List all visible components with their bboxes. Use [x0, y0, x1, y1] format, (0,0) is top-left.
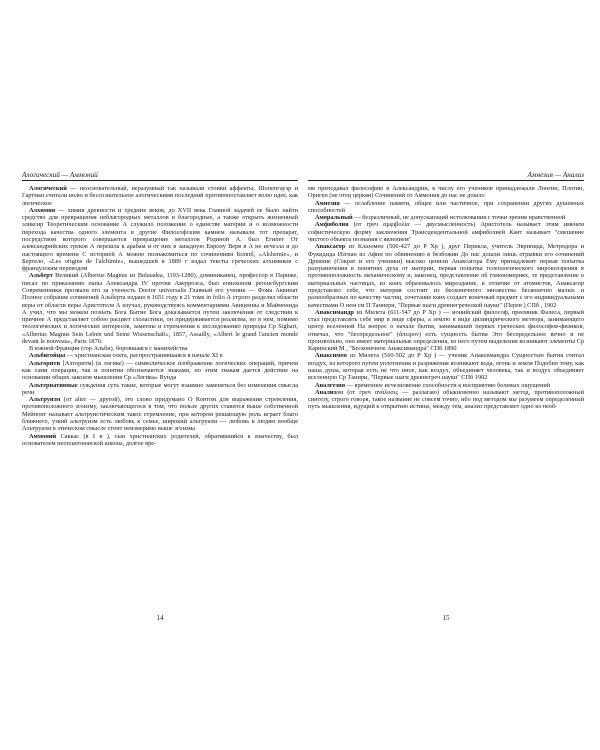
entry-term: Анаксагор: [315, 243, 346, 251]
entry-term: Амфиболия: [315, 221, 349, 229]
dictionary-entry: [22, 207, 298, 273]
dictionary-entry: [308, 352, 584, 381]
dictionary-entry: [308, 185, 584, 200]
left-page: [22, 168, 298, 629]
entry-term: Аморальный: [315, 214, 353, 222]
right-header-title: Амнезия — Анализ: [527, 171, 584, 179]
entry-body: [Алгоритм] (в логике) — символическое изображение логических операций, причем как сами операции, так и понятия обозначаются знаками, но этим знакам дается действие на основании общих законов мышления Ср «Логика» Вунда: [22, 359, 298, 382]
dictionary-entry: [22, 382, 298, 397]
entry-body: — неосновательный, неразумный так называли стоики аффекты, Шопенгауэр и Гартман считали волю и бессознательное алогическими последний противопоставляет волю идее, как логическое: [22, 185, 298, 207]
right-running-header: [308, 168, 584, 181]
dictionary-entry: [22, 433, 298, 448]
entry-body: — временное исчезновение способности к восприятию болевых ощущений: [345, 381, 551, 389]
entry-body: из Милета (560-502 до Р Хр ) — ученик Анаксимандра Сущностью бытия считал воздух, из которого путем уплотнения и разряжения возникают вода, огонь и земля Подобно тому, как наша душа, которая есть не что иное, как воздух, объединяет человека, так и воздух объединяет вселенную Ср Таннри, "Первые шаги древнегреч науки" СПб 1902: [308, 352, 584, 382]
left-header-title: Алогический — Аммоний: [22, 171, 98, 179]
entry-term: Альтернативные: [29, 381, 78, 389]
entry-term: Амнезия: [315, 199, 340, 207]
entry-term: Альтруизм: [29, 396, 61, 404]
dictionary-entry: [22, 396, 298, 432]
entry-body: Великий (Albertus Magnus из Bolstadea, 1193-1280), доминиканец, профессор в Париже, писал по приказанию папы Александра IV против Аверроэса, был епископом регенсбургским Современники прозвали его за ученость Doctor universalis Главный его ученик — Фома Аквинат Полное собрание сочинений Альберта издано в 1651 году в 21 томе in folio А строго разделял области веры от области веры Аристотеля А изучал, руководствуясь комментариями Авиценны и Маймонида А учил, что мы можем познать Бога Бытие Бога доказывается путем заключения от следствия к причине А представляет собою расцвет схоластики, он придерживается реализма, но в нем, помимо теологических и логических интересов, заметны и стремления к исследованию природы Ср Sighart, «Albertus Magnus Sein Leben und Seine Wissenschaft», 1857, Assailly, «Albert le grand l'ancien monde devant le nouveau», Paris 1870.: [22, 272, 298, 345]
right-page-number: 15: [442, 614, 450, 622]
entry-term: Альгорити: [29, 359, 61, 367]
entry-body: из Милета (611-547 до Р Хр ) — ионийский философ, преемник Фалеса, первый стал представлять себе мир в виде сферы, а землю в виде цилиндрического метеора, занимающего центр вселенной На вопрос о начале бытия, занимавший первых греческих философов-физиков, отвечал, что "беспредельное" (ἄπειρον) есть сущность бытия Это беспредельное вечно и не произвольно, оно имеет материальные определения, из него путем выделения возникают элементы Ср Каринский М , "Бесконечное Анаксимандра" СПб 1890: [308, 308, 584, 353]
entry-term: Аналгезия: [315, 381, 346, 389]
entry-body: ом (от греч ανάλυσις — разлагаю) обыкновенно называют метод, противоположный синтезу, строго говоря, такое название не совсем точно, ибо под методом мы разумеем определенный путь мышления, идущий к открытию истины, между тем, анализ представляет одно из необ-: [308, 388, 584, 411]
dictionary-entry: [22, 360, 298, 382]
entry-term: Альбигойцы: [29, 352, 66, 360]
entry-term: Аммоний: [29, 432, 57, 440]
entry-body: — химия древности и средних веков, до XVII века Главной задачей ее было найти средство для превращения неблагородных металлов в благородные, а также открыть жизненный эликсир Теоретическим основание А служило положение о единстве материи и о возможности перехода качества одного элемента в другие Философским камнем называли тот препарат, посредством которого совершается превращение металлов Родиной А. был Египет От александрийских греков А перешла к арабам и от них в западную Европу Верв в А не исчезла и до настоящего времени С историей А можно познакомиться по сочинениям Коппб, «Alchemie», и Бертело, «Les origins de l'alchimie», вышедшей в 1889 г издал тексты греческих алхимиков с французским переводом: [22, 206, 298, 273]
dictionary-entry: [308, 200, 584, 215]
dictionary-entry: [308, 214, 584, 221]
entry-body: Саккас (в I в ), сын христианских родителей, обратившийся к язычеству, был основателем неоплатоновской школы, долгое вре-: [22, 432, 298, 447]
entry-body: суждения суть такие, которые могут взаимно заменяться без изменения смысла речи: [22, 381, 298, 396]
right-page: [308, 168, 584, 629]
dictionary-entry: [308, 221, 584, 243]
entry-body: (от греч αμφιβολία — двусмысленность) Аристотель называет этим именем софистическую форму заключения Трансцендентальной амфиболией Кант называет "смешение чистого объекта познания с явлением": [308, 221, 584, 243]
left-page-text: [22, 185, 298, 629]
right-page-text: [308, 185, 584, 629]
entry-body: — ослабление памяти, общее или частичное, при сохранении других душевных способностей: [308, 199, 584, 214]
entry-term: Алогический: [29, 185, 67, 192]
dictionary-entry: [22, 345, 298, 352]
entry-term: Алхимия: [29, 206, 56, 214]
entry-body: (от alter — другой), это слово придумано О Контом для выражения стремления, противоположного эгоизму, заключающегося в том, что пользе других ставится выше собственной Мейнонг называет альтруистическим такое стремление, при котором решающую роль играет благо ближнего, узкий альтруизм есть любовь к семье, широкий альтруизм — любовь к людям вообще Альтруизм в этическом смысле стоит неизмеримо выше эгоизма: [22, 396, 298, 433]
entry-body: В южной Франции (гор Альби), боровшаяся с манихейства: [29, 345, 188, 353]
entry-body: — безразличный, не допускающий истолкования с точки зрения нравственной: [352, 214, 566, 222]
entry-body: из Клазомен (500-427 до Р Хр ), друг Перикла, учитель Эврипида, Метродора и Фукидида Изгнан из Афин по обвинению в безбожии До нас дошли лишь отрывки его сочинений Древние (Сократ и его ученики) высоко ценили Анаксагора Ему принадлежит первая попытка разграничения в понятиях духа от материи, первая попытка телеологического мировоззрения в противоположность механическому и, наконец, представление об гомоиомериях, те представление о материальных частицах, из коих образовалось мироздание, в отличие от атомистов, Анаксагор представлял себе, что материя состоит из бесконечного множества бесконечно малых и разнообразных по качеству частиц, сочетание коих создает конечный предмет с его индивидуальными качествами О нем см П Таннери, "Первые шаги древнегреческой науки" (Перев ) СПб , 1902: [308, 243, 584, 309]
entry-term: Альберт: [29, 272, 53, 280]
entry-body: мя преподавал философию в Александрии, к числу его учеников принадлежали Лонгин, Плотин, Ориген (не отец церкви) Сочинений от Аммония до нас не дошло: [308, 185, 584, 200]
entry-body: — христианская секта, распространившаяся в начале XI в: [65, 352, 223, 360]
entry-term: Анаксимен: [315, 352, 347, 360]
entry-term: Анализ: [315, 388, 337, 396]
dictionary-entry: [308, 309, 584, 353]
dictionary-entry: [308, 389, 584, 411]
dictionary-entry: [308, 243, 584, 309]
entry-term: Анаксимандр: [315, 308, 354, 316]
dictionary-entry: [308, 382, 584, 389]
dictionary-entry: [22, 185, 298, 207]
dictionary-entry: [22, 352, 298, 359]
dictionary-entry: [22, 272, 298, 345]
left-running-header: [22, 168, 298, 181]
left-page-number: 14: [156, 614, 164, 622]
